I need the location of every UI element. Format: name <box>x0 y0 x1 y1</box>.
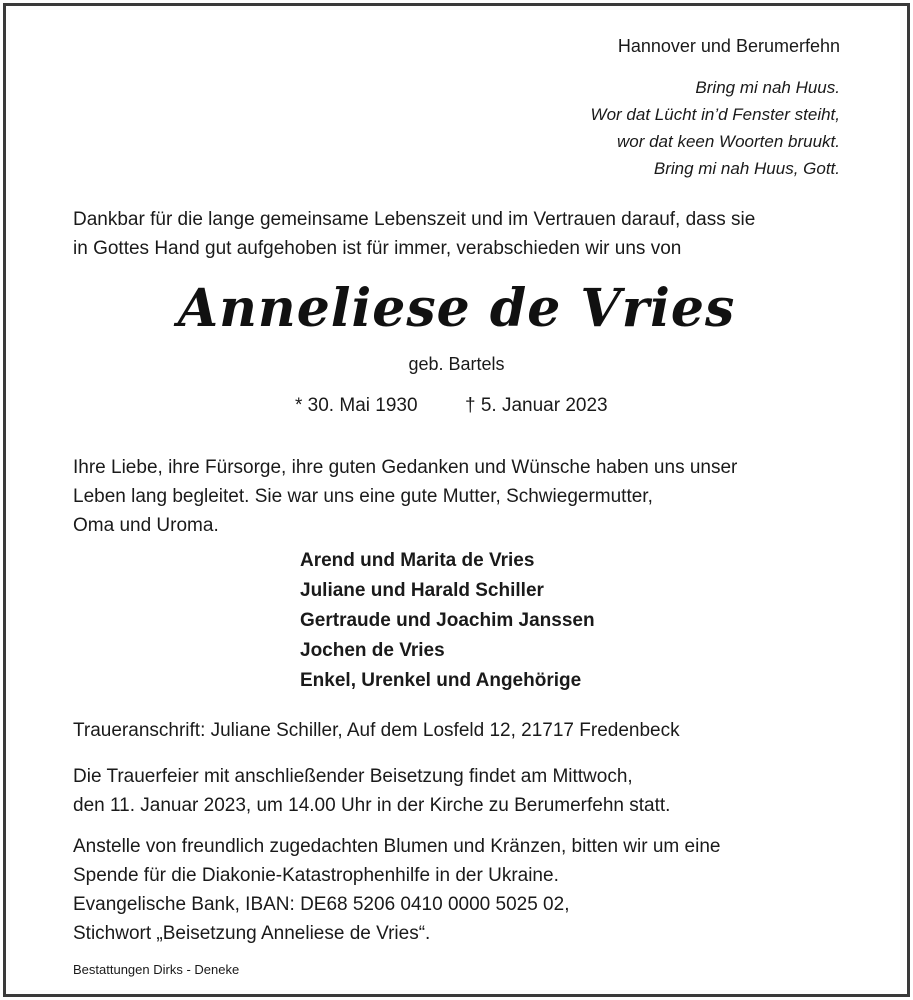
mourner-name: Gertraude und Joachim Janssen <box>300 610 595 631</box>
birth-date: * 30. Mai 1930 <box>295 395 418 416</box>
tribute-paragraph <box>73 453 737 540</box>
poem-line: Bring mi nah Huus. <box>695 78 840 97</box>
tribute-line: Leben lang begleitet. Sie war uns eine gute Mutter, Schwiegermutter, <box>73 486 653 507</box>
donation-line: Anstelle von freundlich zugedachten Blumen und Kränzen, bitten wir um eine <box>73 836 721 857</box>
funeral-line: Die Trauerfeier mit anschließender Beisetzung findet am Mittwoch, <box>73 766 633 787</box>
tribute-line: Ihre Liebe, ihre Fürsorge, ihre guten Gedanken und Wünsche haben uns unser <box>73 457 738 478</box>
death-date: † 5. Januar 2023 <box>465 395 608 416</box>
donation-paragraph <box>73 832 720 948</box>
location-line: Hannover und Berumerfehn <box>617 36 840 56</box>
mourners-list <box>300 546 595 696</box>
funeral-paragraph <box>73 762 670 820</box>
maiden-name: geb. Bartels <box>408 354 505 374</box>
poem <box>591 74 840 182</box>
deceased-name: Anneliese de Vries <box>177 278 736 339</box>
intro-line: in Gottes Hand gut aufgehoben ist für immer, verabschieden wir uns von <box>73 238 682 259</box>
poem-line: Wor dat Lücht in’d Fenster steiht, <box>590 105 840 124</box>
donation-line: Evangelische Bank, IBAN: DE68 5206 0410 0000 5025 02, <box>73 894 570 915</box>
mourning-address: Traueranschrift: Juliane Schiller, Auf dem Losfeld 12, 21717 Fredenbeck <box>73 720 680 741</box>
tribute-line: Oma und Uroma. <box>73 515 219 536</box>
mourner-name: Enkel, Urenkel und Angehörige <box>300 670 582 691</box>
intro-paragraph <box>73 205 755 263</box>
undertaker-credit: Bestattungen Dirks - Deneke <box>73 962 240 977</box>
donation-line: Spende für die Diakonie-Katastrophenhilfe in der Ukraine. <box>73 865 559 886</box>
intro-line: Dankbar für die lange gemeinsame Lebenszeit und im Vertrauen darauf, dass sie <box>73 209 756 230</box>
poem-line: Bring mi nah Huus, Gott. <box>653 159 840 178</box>
mourner-name: Jochen de Vries <box>300 640 445 661</box>
donation-line: Stichwort „Beisetzung Anneliese de Vries“. <box>73 923 431 944</box>
funeral-line: den 11. Januar 2023, um 14.00 Uhr in der Kirche zu Berumerfehn statt. <box>73 795 671 816</box>
mourner-name: Juliane und Harald Schiller <box>300 580 544 601</box>
poem-line: wor dat keen Woorten bruukt. <box>616 132 840 151</box>
mourner-name: Arend und Marita de Vries <box>300 550 535 571</box>
